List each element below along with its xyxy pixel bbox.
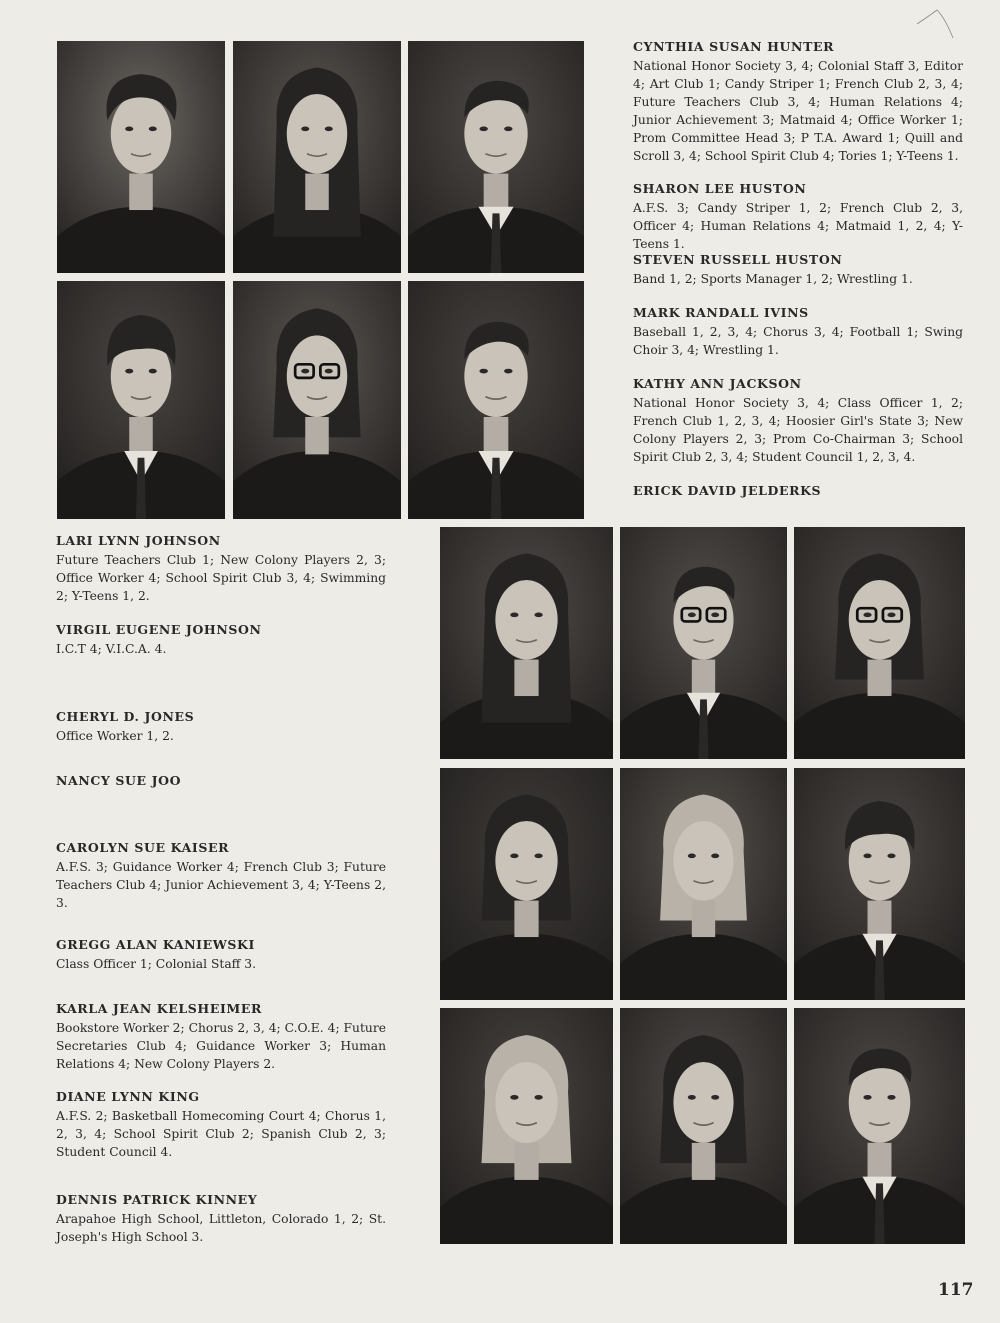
portrait-neck <box>692 1143 715 1180</box>
student-name: KATHY ANN JACKSON <box>633 376 802 391</box>
portrait-eye <box>887 854 895 859</box>
portrait-kaiser-carolyn <box>620 768 787 1000</box>
student-activities: Baseball 1, 2, 3, 4; Chorus 3, 4; Football 1; Swing Choir 3, 4; Wrestling 1. <box>633 325 963 357</box>
student-name: LARI LYNN JOHNSON <box>56 533 221 548</box>
entry-king <box>56 1089 386 1161</box>
portrait-eye <box>688 613 696 618</box>
portrait-image <box>408 281 584 519</box>
portrait-eye <box>688 854 696 859</box>
portrait-neck <box>484 174 509 210</box>
portrait-kelsheimer-karla <box>440 1008 613 1244</box>
entry-joo <box>56 773 181 791</box>
portrait-ivins-mark <box>57 281 225 519</box>
portrait-hunter-cynthia <box>57 41 225 273</box>
portrait-image <box>408 41 584 273</box>
portrait-eye <box>887 1095 895 1100</box>
portrait-face <box>287 94 347 174</box>
entry-ivins <box>633 305 963 359</box>
portrait-tie <box>491 458 502 519</box>
portrait-face <box>495 821 557 901</box>
student-activities: National Honor Society 3, 4; Colonial Staff 3, Editor 4; Art Club 1; Candy Striper 1; French Club 2, 3, 4; Future Teachers Club 3, 4; Human Relations 4; Junior Achievement 3; Matmaid 4; Office Worker 1; Prom Committee Head 3; P T.A. Award 1; Quill and Scroll 3, 4; School Spirit Club 4; Tories 1; Y-Teens 1. <box>633 59 963 163</box>
entry-kinney <box>56 1192 386 1246</box>
student-activities: A.F.S. 2; Basketball Homecoming Court 4; Chorus 1, 2, 3, 4; School Spirit Club 2; Spanish Club 2, 3; Student Council 4. <box>56 1109 386 1159</box>
portrait-eye <box>711 613 719 618</box>
portrait-jackson-kathy <box>233 281 401 519</box>
portrait-neck <box>305 417 329 454</box>
portrait-image <box>233 281 401 519</box>
student-activities: National Honor Society 3, 4; Class Officer 1, 2; French Club 1, 2, 3, 4; Hoosier Girl's State 3; New Colony Players 2, 3; Prom Co-Chairman 3; School Spirit Club 2, 3, 4; Student Council 1, 2, 3, 4. <box>633 396 963 464</box>
portrait-image <box>620 768 787 1000</box>
portrait-eye <box>863 1095 871 1100</box>
student-name: STEVEN RUSSELL HUSTON <box>633 252 843 267</box>
portrait-face <box>495 580 557 660</box>
portrait-neck <box>692 901 715 937</box>
portrait-eye <box>301 369 309 374</box>
portrait-eye <box>325 369 333 374</box>
portrait-eye <box>711 854 719 859</box>
portrait-huston-sharon <box>233 41 401 273</box>
portrait-image <box>440 1008 613 1244</box>
portrait-neck <box>305 174 329 210</box>
portrait-image <box>233 41 401 273</box>
entry-kaiser <box>56 840 386 912</box>
portrait-eye <box>479 369 487 374</box>
portrait-jelderks-erick <box>408 281 584 519</box>
portrait-huston-steven <box>408 41 584 273</box>
portrait-eye <box>534 1095 542 1100</box>
student-activities: Band 1, 2; Sports Manager 1, 2; Wrestling 1. <box>633 272 913 286</box>
portrait-tie <box>136 458 146 519</box>
pencil-mark <box>915 8 955 42</box>
portrait-image <box>440 768 613 1000</box>
student-name: GREGG ALAN KANIEWSKI <box>56 937 255 952</box>
student-name: DIANE LYNN KING <box>56 1089 200 1104</box>
portrait-eye <box>504 369 512 374</box>
student-activities: Office Worker 1, 2. <box>56 729 174 743</box>
portrait-neck <box>868 901 892 937</box>
student-activities: Future Teachers Club 1; New Colony Players 2, 3; Office Worker 4; School Spirit Club 3, 4; Swimming 2; Y-Teens 1, 2. <box>56 553 386 603</box>
portrait-eye <box>479 127 487 132</box>
portrait-tie <box>874 1183 884 1244</box>
student-name: MARK RANDALL IVINS <box>633 305 809 320</box>
portrait-kaniewski-gregg <box>794 768 965 1000</box>
entry-jelderks <box>633 483 821 501</box>
student-activities: A.F.S. 3; Guidance Worker 4; French Club 3; Future Teachers Club 4; Junior Achievement 3, 4; Y-Teens 2, 3. <box>56 860 386 910</box>
portrait-eye <box>301 127 309 132</box>
portrait-neck <box>129 174 153 210</box>
entry-huston-steven <box>633 252 963 288</box>
portrait-neck <box>514 660 538 696</box>
student-activities: Bookstore Worker 2; Chorus 2, 3, 4; C.O.E. 4; Future Secretaries Club 4; Guidance Worker 3; Human Relations 4; New Colony Players 2. <box>56 1021 386 1071</box>
portrait-neck <box>692 660 715 696</box>
portrait-neck <box>868 1143 892 1180</box>
portrait-eye <box>510 1095 518 1100</box>
portrait-eye <box>534 854 542 859</box>
portrait-face <box>673 1062 733 1143</box>
portrait-face <box>111 94 171 174</box>
entry-huston-sharon <box>633 181 963 253</box>
student-name: KARLA JEAN KELSHEIMER <box>56 1001 262 1016</box>
entry-hunter <box>633 39 963 165</box>
portrait-eye <box>325 127 333 132</box>
portrait-neck <box>514 901 538 937</box>
portrait-joo-nancy <box>440 768 613 1000</box>
student-name: CAROLYN SUE KAISER <box>56 840 230 855</box>
entry-kaniewski <box>56 937 386 973</box>
portrait-tie <box>698 699 708 759</box>
portrait-image <box>57 41 225 273</box>
portrait-johnson-lari <box>440 527 613 759</box>
portrait-tie <box>874 940 884 1000</box>
page-number: 117 <box>938 1280 974 1300</box>
portrait-neck <box>129 417 153 454</box>
portrait-eye <box>149 369 157 374</box>
portrait-eye <box>863 613 871 618</box>
portrait-eye <box>534 613 542 618</box>
student-name: CYNTHIA SUSAN HUNTER <box>633 39 835 54</box>
portrait-image <box>57 281 225 519</box>
student-name: DENNIS PATRICK KINNEY <box>56 1192 258 1207</box>
portrait-eye <box>863 854 871 859</box>
student-name: CHERYL D. JONES <box>56 709 195 724</box>
portrait-johnson-virgil <box>620 527 787 759</box>
portrait-eye <box>125 369 133 374</box>
portrait-neck <box>868 660 892 696</box>
student-activities: A.F.S. 3; Candy Striper 1, 2; French Club 2, 3, Officer 4; Human Relations 4; Matmaid 1, 2, 4; Y-Teens 1. <box>633 201 963 251</box>
portrait-tie <box>491 213 502 273</box>
portrait-face <box>673 821 733 901</box>
portrait-neck <box>484 417 509 454</box>
entry-jackson <box>633 376 963 466</box>
portrait-eye <box>510 613 518 618</box>
student-activities: I.C.T 4; V.I.C.A. 4. <box>56 642 167 656</box>
portrait-image <box>794 527 965 759</box>
student-name: NANCY SUE JOO <box>56 773 182 788</box>
portrait-eye <box>887 613 895 618</box>
portrait-image <box>620 1008 787 1244</box>
portrait-eye <box>711 1095 719 1100</box>
portrait-eye <box>149 127 157 132</box>
portrait-image <box>440 527 613 759</box>
portrait-face <box>495 1062 557 1143</box>
portrait-eye <box>688 1095 696 1100</box>
student-name: ERICK DAVID JELDERKS <box>633 483 822 498</box>
portrait-eye <box>125 127 133 132</box>
student-activities: Class Officer 1; Colonial Staff 3. <box>56 957 257 971</box>
entry-johnson-virgil <box>56 622 386 658</box>
portrait-image <box>794 768 965 1000</box>
entry-kelsheimer <box>56 1001 386 1073</box>
portrait-eye <box>510 854 518 859</box>
portrait-king-diane <box>620 1008 787 1244</box>
portrait-kinney-dennis <box>794 1008 965 1244</box>
portrait-image <box>794 1008 965 1244</box>
portrait-jones-cheryl <box>794 527 965 759</box>
portrait-neck <box>514 1143 538 1180</box>
portrait-image <box>620 527 787 759</box>
student-name: SHARON LEE HUSTON <box>633 181 807 196</box>
portrait-eye <box>504 127 512 132</box>
student-name: VIRGIL EUGENE JOHNSON <box>56 622 262 637</box>
student-activities: Arapahoe High School, Littleton, Colorado 1, 2; St. Joseph's High School 3. <box>56 1212 386 1244</box>
entry-johnson-lari <box>56 533 386 605</box>
entry-jones <box>56 709 386 745</box>
